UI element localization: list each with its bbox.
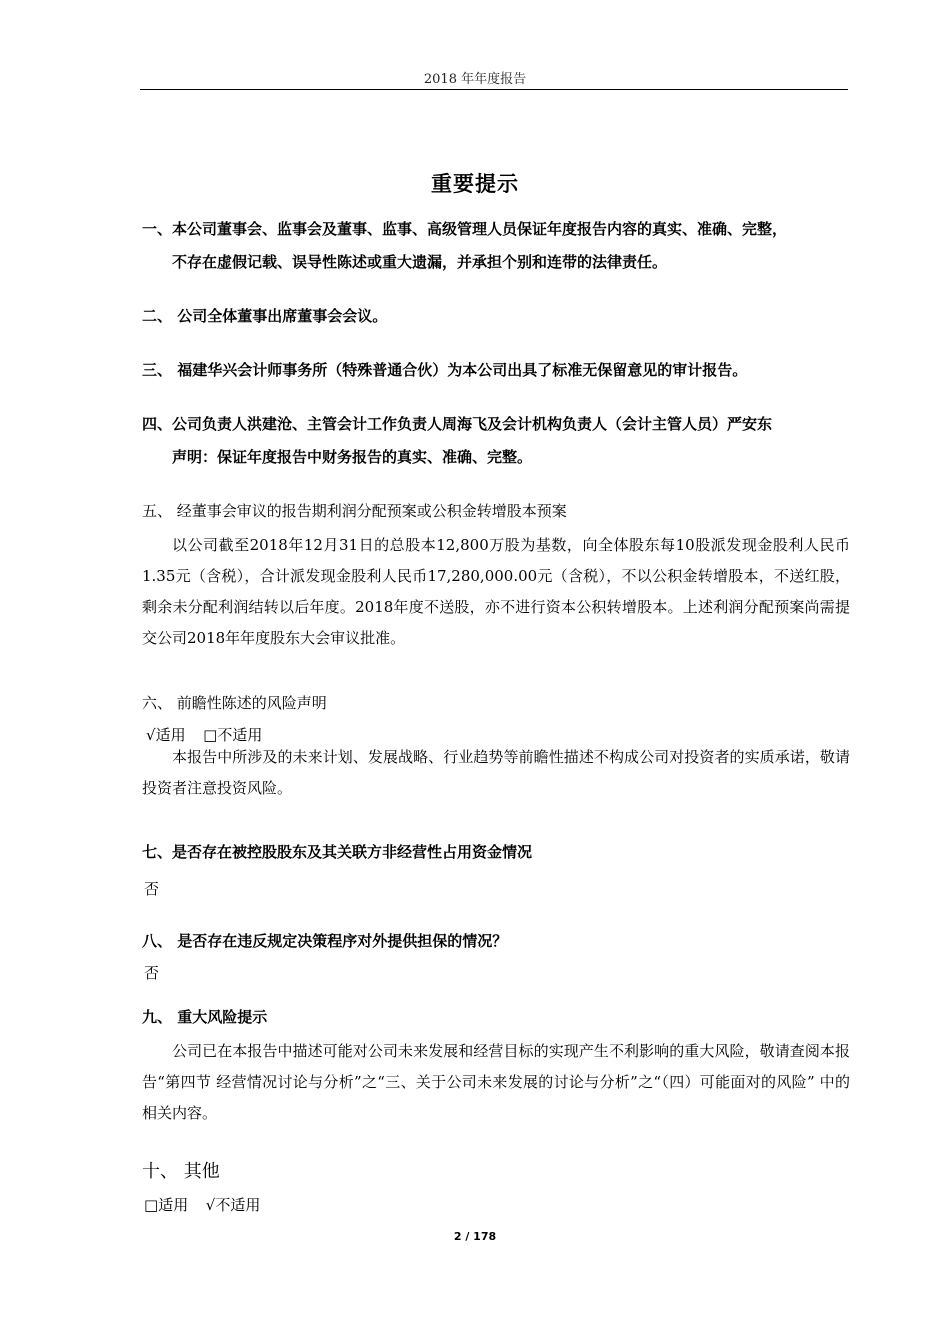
unchecked-box-icon: □ [144, 1196, 159, 1214]
section-1-line-1: 一、本公司董事会、监事会及董事、监事、高级管理人员保证年度报告内容的真实、准确、完整， [142, 220, 788, 238]
section-8-heading: 八、 是否存在违反规定决策程序对外提供担保的情况？ [142, 932, 508, 950]
checked-box-icon: √ [205, 1196, 216, 1214]
applicable-label: 适用 [155, 726, 186, 744]
applicable-label: 适用 [158, 1196, 189, 1214]
section-9-body: 公司已在本报告中描述可能对公司未来发展和经营目标的实现产生不利影响的重大风险，敬请查阅本报告“第四节 经营情况讨论与分析”之“三、关于公司未来发展的讨论与分析”之“（四）可能面对的风险” 中的相关内容。 [142, 1042, 850, 1122]
section-9-heading: 九、 重大风险提示 [142, 1008, 268, 1026]
not-applicable-label: 不适用 [217, 726, 263, 744]
section-8-answer: 否 [144, 964, 160, 982]
page-number: 2 / 178 [453, 1230, 497, 1243]
unchecked-box-icon: □ [203, 726, 218, 744]
section-2: 二、 公司全体董事出席董事会会议。 [142, 307, 388, 325]
section-1-line-2: 不存在虚假记载、误导性陈述或重大遗漏，并承担个别和连带的法律责任。 [172, 253, 668, 271]
section-7-answer: 否 [144, 880, 160, 898]
section-10-heading: 十、 其他 [142, 1161, 220, 1182]
header-rule [140, 89, 848, 90]
section-6-body: 本报告中所涉及的未来计划、发展战略、行业趋势等前瞻性描述不构成公司对投资者的实质承诺，敬请投资者注意投资风险。 [142, 748, 850, 797]
section-4-line-1: 四、公司负责人洪建沧、主管会计工作负责人周海飞及会计机构负责人（会计主管人员）严安东 [142, 415, 773, 433]
section-7-heading: 七、是否存在被控股股东及其关联方非经营性占用资金情况 [142, 843, 533, 861]
page-title: 重要提示 [431, 172, 519, 196]
section-4-line-2: 声明：保证年度报告中财务报告的真实、准确、完整。 [172, 448, 533, 466]
checked-box-icon: √ [146, 726, 156, 744]
section-6-heading: 六、 前瞻性陈述的风险声明 [142, 694, 327, 712]
not-applicable-label: 不适用 [215, 1196, 261, 1214]
section-10-applicability [144, 1191, 260, 1220]
section-3: 三、 福建华兴会计师事务所（特殊普通合伙）为本公司出具了标准无保留意见的审计报告。 [142, 361, 748, 379]
section-5-heading: 五、 经董事会审议的报告期利润分配预案或公积金转增股本预案 [142, 502, 567, 520]
section-5-body: 以公司截至2018年12月31日的总股本12,800万股为基数，向全体股东每10股派发现金股利人民币1.35元（含税），合计派发现金股利人民币17,280,000.00元（含税），不以公积金转增股本，不送红股，剩余未分配利润结转以后年度。2018年度不送股，亦不进行资本公积转增股本。上述利润分配预案尚需提交公司2018年年度股东大会审议批准。 [142, 536, 850, 647]
page-header: 2018 年年度报告 [423, 72, 527, 87]
